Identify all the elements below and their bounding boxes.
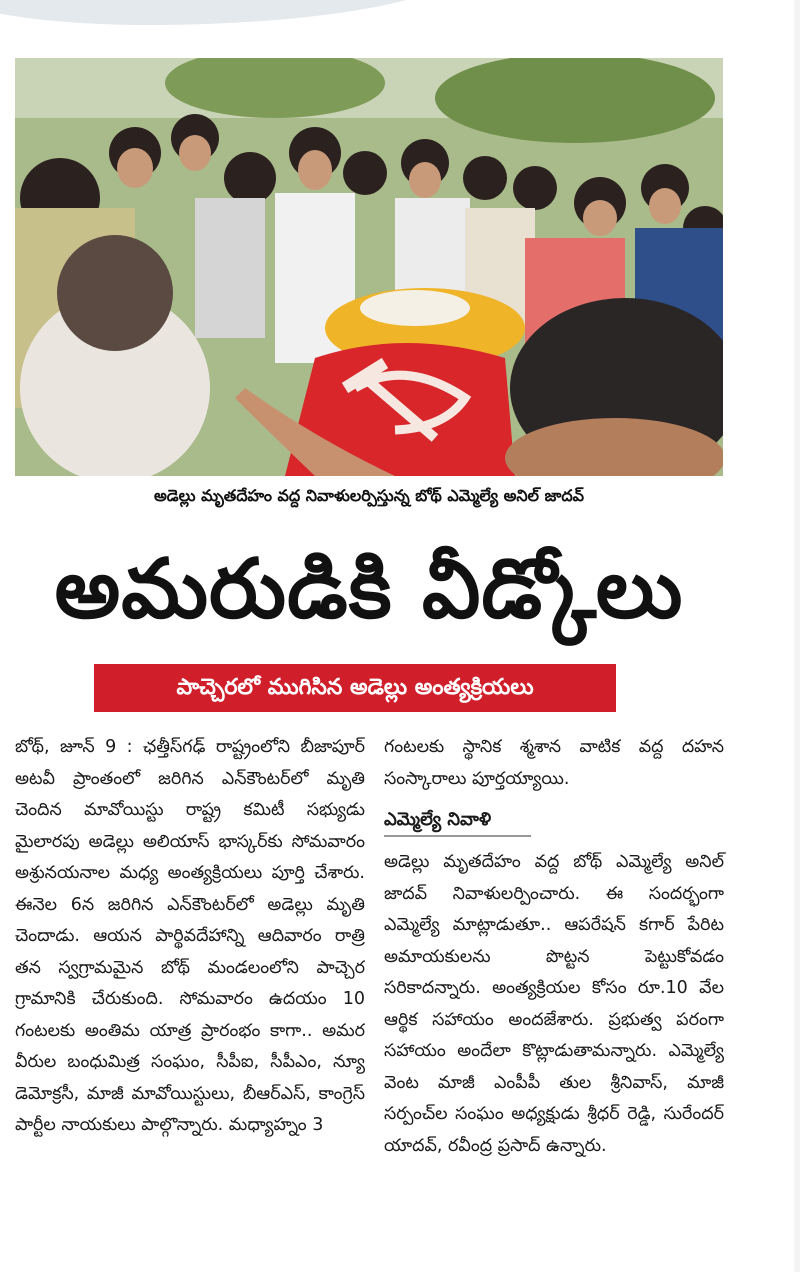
article-paragraph: బోథ్, జూన్ 9 : ఛత్తీస్‌గఢ్ రాష్ట్రంలోని బీజాపూర్ అటవీ ప్రాంతంలో జరిగిన ఎన్‌కౌంటర్‌లో మృతి చెందిన మావోయిస్టు రాష్ట్ర కమిటీ సభ్యుడు మైలారపు అడెల్లు అలియాస్ భాస్కర్‌కు సోమవారం అశ్రునయనాల మధ్య అంత్యక్రియలు పూర్తి చేశారు. ఈనెల 6న జరిగిన ఎన్‌కౌంటర్‌లో అడెల్లు మృతి చెందాడు. ఆయన పార్థివదేహాన్ని ఆదివారం రాత్రి తన స్వగ్రామమైన బోథ్ మండలంలోని పాచ్చెర గ్రామానికి చేరుకుంది. సోమవారం ఉదయం 10 గంటలకు అంతిమ యాత్ర ప్రారంభం కాగా.. అమర వీరుల బంధుమిత్ర సంఘం, సీపీఐ, సీపీఎం, న్యూ డెమోక్రసీ, మాజీ మావోయిస్టులు, బీఆర్ఎస్, కాంగ్రెస్ పార్టీల నాయకులు పాల్గొన్నారు. మధ్యాహ్నం 3 (15, 737, 365, 1135)
page-title: అమరుడికి వీడ్కోలు (54, 542, 684, 637)
article-column-left (15, 732, 365, 1142)
page-corner-decoration (0, 0, 460, 25)
page-edge (794, 0, 800, 1272)
news-photo (15, 58, 723, 476)
article-column-right (384, 732, 724, 1162)
section-heading: ఎమ్మెల్యే నివాళి (384, 805, 531, 837)
article-paragraph: అడెల్లు మృతదేహం వద్ద బోథ్ ఎమ్మెల్యే అనిల్ జాదవ్ నివాళులర్పించారు. ఈ సందర్భంగా ఎమ్మెల్యే మాట్లాడుతూ.. ఆపరేషన్ కగార్ పేరిట అమాయకులను పొట్టన పెట్టుకోవడం సరికాదన్నారు. అంత్యక్రియల కోసం రూ.10 వేల ఆర్థిక సహాయం అందజేశారు. ప్రభుత్వ పరంగా సహాయం అందేలా కొట్లాడుతామన్నారు. ఎమ్మెల్యే వెంట మాజీ ఎంపీపీ తుల శ్రీనివాస్, మాజీ సర్పంచ్‌ల సంఘం అధ్యక్షుడు శ్రీధర్ రెడ్డి, సురేందర్ యాదవ్, రవీంద్ర ప్రసాద్ ఉన్నారు. (384, 852, 724, 1156)
subheadline-banner: పాచ్చెరలో ముగిసిన అడెల్లు అంత్యక్రియలు (94, 664, 616, 712)
article-paragraph: గంటలకు స్థానిక శ్మశాన వాటిక వద్ద దహన సంస్కారాలు పూర్తయ్యాయి. (384, 737, 724, 789)
photo-caption: అడెల్లు మృతదేహం వద్ద నివాళులర్పిస్తున్న బోథ్ ఎమ్మెల్యే అనిల్ జాదవ్ (153, 486, 584, 505)
